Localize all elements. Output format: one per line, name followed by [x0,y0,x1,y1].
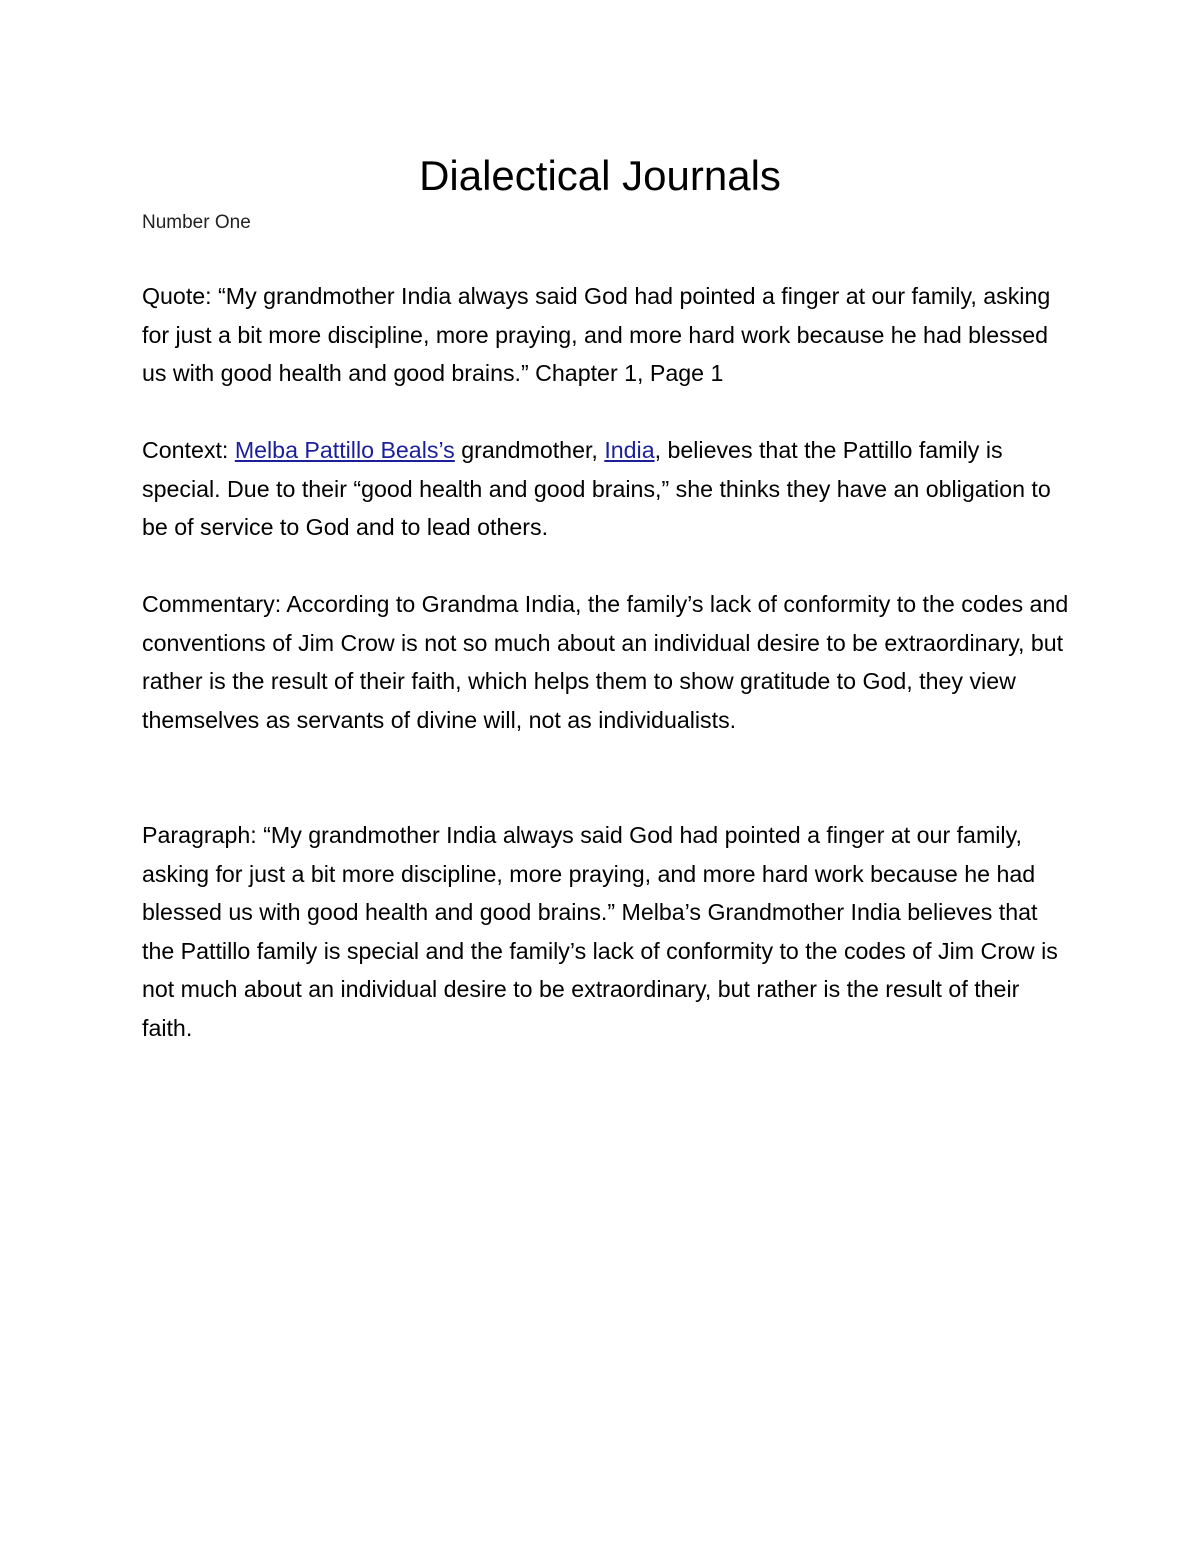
context-text-mid: grandmother, [454,437,605,463]
context-paragraph [142,431,1072,547]
commentary-label: Commentary: [142,591,282,617]
document-title: Dialectical Journals [419,152,781,199]
paragraph-text: “My grandmother India always said God had pointed a finger at our family, asking for just a bit more discipline, more praying, and more hard work because he had blessed us with good health and good brains.” Melba’s Grandmother India believes that the Pattillo family is special and the family’s lack of conformity to the codes of Jim Crow is not much about an individual desire to be extraordinary, but rather is the result of their faith. [142,822,1058,1041]
paragraph-label: Paragraph: [142,822,257,848]
commentary-text: According to Grandma India, the family’s lack of conformity to the codes and conventions of Jim Crow is not so much about an individual desire to be extraordinary, but rather is the result of their faith, which helps them to show gratitude to God, they view themselves as servants of divine will, not as individualists. [142,591,1069,733]
quote-paragraph [142,277,1072,393]
quote-label: Quote: [142,283,212,309]
document-subtitle: Number One [142,212,251,233]
commentary-paragraph [142,585,1072,739]
quote-text: “My grandmother India always said God had pointed a finger at our family, asking for just a bit more discipline, more praying, and more hard work because he had blessed us with good health and good brains.” Chapter 1, Page 1 [142,283,1051,386]
india-link[interactable]: India [604,437,655,463]
context-label: Context: [142,437,229,463]
context-text-rest: , believes that the Pattillo family is special. Due to their “good health and good brains,” she thinks they have an obligation to be of service to God and to lead others. [142,437,1051,540]
melba-pattillo-beals-link[interactable]: Melba Pattillo Beals’s [234,437,455,463]
paragraph-section [142,816,1072,1047]
